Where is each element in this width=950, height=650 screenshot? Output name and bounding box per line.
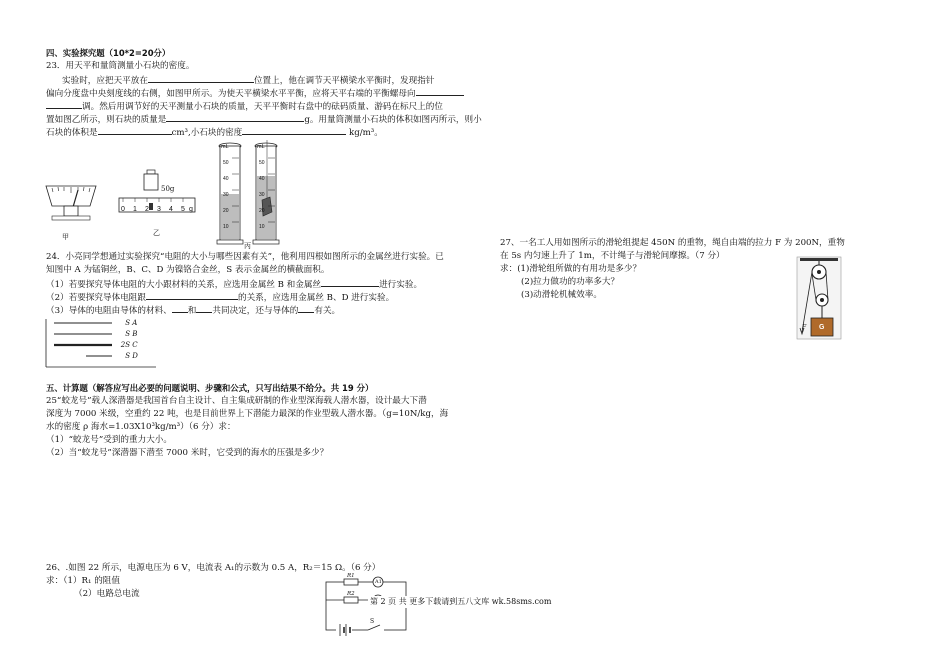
q24-line5: （3）导体的电阻由导体的材料、 和 共同决定，还与导体的 有关。 <box>46 303 340 317</box>
pulley-weight-label: G <box>819 324 825 331</box>
weight-label: 50g <box>161 185 175 193</box>
wire-label-d: S D <box>125 352 138 360</box>
q24-line3: （1）若要探究导体电阻的大小跟材料的关系，应选用金属丝 B 和金属丝 进行实验。 <box>46 277 422 291</box>
q23-title: 23．用天平和量筒测量小石块的密度。 <box>46 61 195 71</box>
wire-label-a: S A <box>125 319 138 327</box>
wire-labels <box>116 318 156 362</box>
q25-question1: （1）“蛟龙号”受到的重力大小。 <box>46 435 172 445</box>
wire-label-b: S B <box>125 330 138 338</box>
q27-line2: 在 5s 内匀速上升了 1m，不计绳子与滑轮间摩擦。（7 分） <box>500 251 725 261</box>
q27-question3: (3)动滑轮机械效率。 <box>521 290 602 300</box>
fig-label-jia: 甲 <box>62 233 69 241</box>
circuit-label-switch: S <box>370 618 375 625</box>
q23-line4: 置如图乙所示，则石块的质量是 g。用量筒测量小石块的体积如图丙所示，则小 <box>46 112 482 126</box>
circuit-label-r1: R1 <box>347 573 355 579</box>
fig-label-yi: 乙 <box>153 229 160 237</box>
pulley-force-label: F <box>802 324 807 331</box>
q27-line1: 27、一名工人用如图所示的滑轮组提起 450N 的重物，绳自由端的拉力 F 为 200N，重物 <box>500 238 845 248</box>
cylinder-tick-labels-left: 50 40 30 20 10 <box>223 160 229 230</box>
q27-question2: (2)拉力做功的功率多大？ <box>521 277 620 287</box>
q26-line1: 26、.如图 22 所示，电源电压为 6 V，电流表 A₁的示数为 0.5 A，R₂＝15 Ω。（6 分） <box>46 563 381 573</box>
ruler-tick-labels: 0 1 2 3 4 5 g <box>121 206 193 213</box>
q23-line3: 调。然后用调节好的天平测量小石块的质量，天平平衡时右盘中的砝码质量、游码在标尺上的位 <box>46 99 443 113</box>
wire-label-c: 2S C <box>120 341 138 349</box>
cylinder-unit-left: mL <box>221 144 229 150</box>
q25-question2: （2）当“蛟龙号”深潜器下潜至 7000 米时，它受到的海水的压强是多少？ <box>46 448 329 458</box>
circuit-label-r2: R2 <box>347 591 355 597</box>
q27-question1: 求：(1)滑轮组所做的有用功是多少？ <box>500 264 642 274</box>
q24-line4: （2）若要探究导体电阻跟 的关系，应选用金属丝 B、D 进行实验。 <box>46 290 394 304</box>
q24-line1: 24．小亮同学想通过实验探究“电阻的大小与哪些因素有关”，他利用四根如图所示的金属丝进行实验。已 <box>46 252 444 262</box>
q24-line2: 知图中 A 为锰铜丝，B、C、D 为镍铬合金丝，S 表示金属丝的横截面积。 <box>46 265 330 275</box>
cylinder-unit-right: mL <box>257 144 265 150</box>
q25-line1: 25“蛟龙号”载人深潜器是我国首台自主设计、自主集成研制的作业型深海载人潜水器，设计最大下潜 <box>46 396 427 406</box>
q26-question2: （2）电路总电流 <box>74 589 140 599</box>
page-footer: 第 2 页 共 更多下载请到五八文库 wk.58sms.com <box>370 597 552 606</box>
cylinder-tick-labels-right: 50 40 30 20 10 <box>259 160 265 230</box>
fig-label-bing: 丙 <box>244 242 251 250</box>
circuit-label-a1: A1 <box>375 579 382 585</box>
q23-line1: 实验时，应把天平放在 位置上，他在调节天平横梁水平衡时，发现指针 <box>62 73 434 87</box>
q23-line5: 石块的体积是 cm³,小石块的密度 kg/m³。 <box>46 125 383 139</box>
q26-question1: 求：（1）R₁ 的阻值 <box>46 576 120 586</box>
q25-line2: 深度为 7000 米级，空重约 22 吨，也是目前世界上下潜能力最深的作业型载人潜水器。（g=10N/kg，海 <box>46 409 449 419</box>
q25-line3: 水的密度 ρ 海水=1.03X10³kg/m³）（6 分）求： <box>46 422 236 432</box>
section-4-heading: 四、实验探究题（10*2=20分） <box>46 48 171 58</box>
q23-line2: 偏向分度盘中央刻度线的右侧，如图甲所示。为使天平横梁水平平衡，应将天平右端的平衡螺母向 <box>46 86 464 100</box>
section-5-heading: 五、计算题（解答应写出必要的问题说明、步骤和公式，只写出结果不给分。共 19 分） <box>46 383 374 393</box>
balance-dial-figure <box>42 180 102 240</box>
